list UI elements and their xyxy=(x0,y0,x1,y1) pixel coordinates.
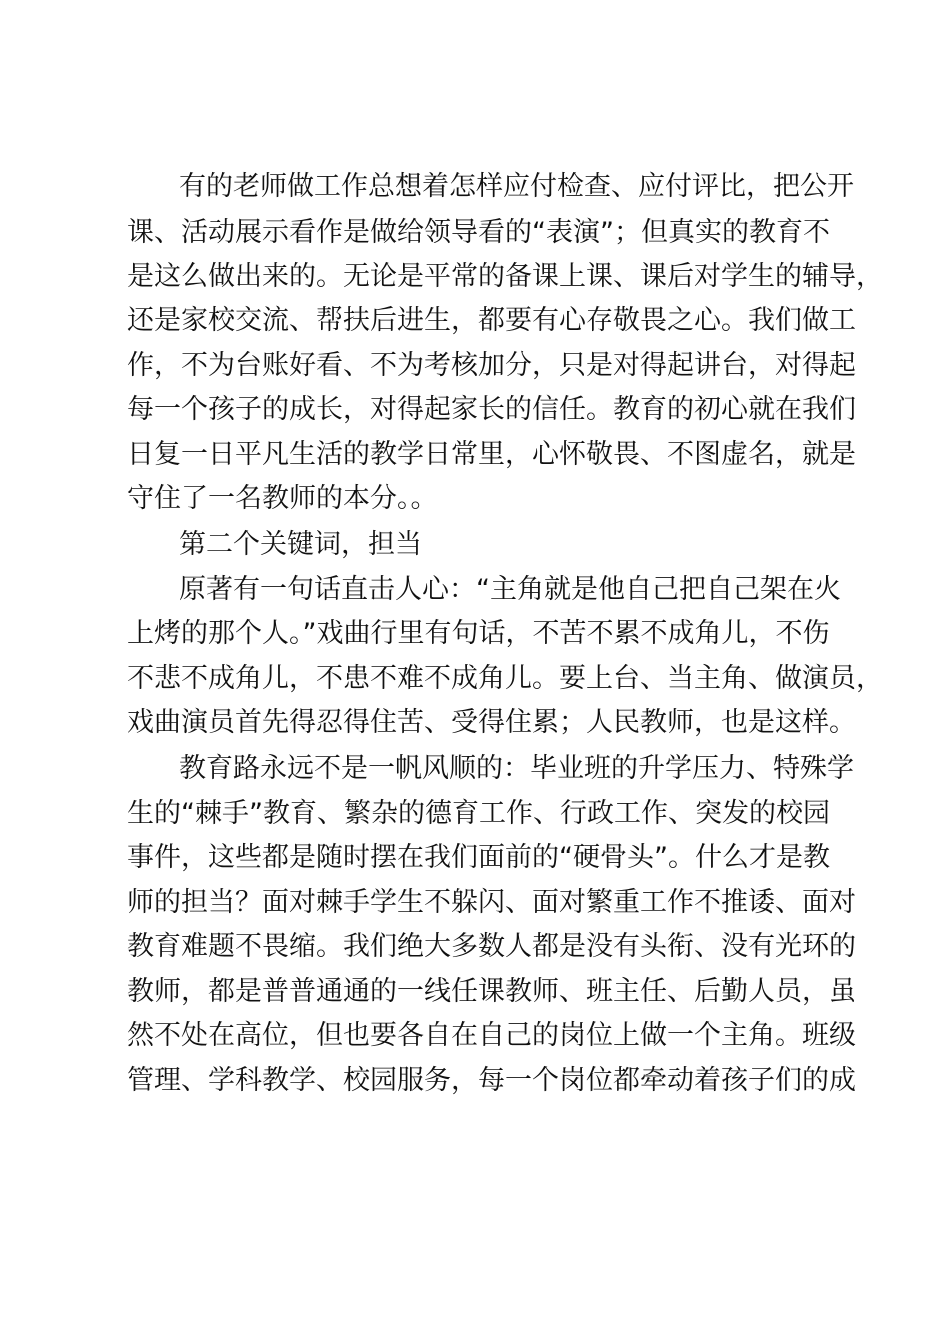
paragraph-1-line-6: 每一个孩子的成长，对得起家长的信任。教育的初心就在我们 xyxy=(127,394,856,425)
paragraph-1-line-7: 日复一日平凡生活的教学日常里，心怀敬畏、不图虚名，就是 xyxy=(127,439,856,470)
paragraph-2-line-3: 不悲不成角儿，不患不难不成角儿。要上台、当主角、做演员， xyxy=(127,663,883,694)
paragraph-3-line-3: 事件，这些都是随时摆在我们面前的“硬骨头”。什么才是教 xyxy=(127,842,830,873)
paragraph-3-line-6: 教师，都是普普通通的一线任课教师、班主任、后勤人员，虽 xyxy=(127,976,856,1007)
paragraph-3-line-4: 师的担当？面对棘手学生不躲闪、面对繁重工作不推诿、面对 xyxy=(127,887,856,918)
paragraph-3-line-7: 然不处在高位，但也要各自在自己的岗位上做一个主角。班级 xyxy=(127,1020,856,1051)
paragraph-2-line-4: 戏曲演员首先得忍得住苦、受得住累；人民教师，也是这样。 xyxy=(127,707,856,738)
paragraph-3-line-1: 教育路永远不是一帆风顺的：毕业班的升学压力、特殊学 xyxy=(179,753,854,784)
paragraph-2-line-1: 原著有一句话直击人心：“主角就是他自己把自己架在火 xyxy=(179,574,841,605)
paragraph-1-line-5: 作，不为台账好看、不为考核加分，只是对得起讲台，对得起 xyxy=(127,350,856,381)
paragraph-1-line-2: 课、活动展示看作是做给领导看的“表演”；但真实的教育不 xyxy=(127,217,830,248)
section-heading: 第二个关键词，担当 xyxy=(179,529,422,560)
paragraph-3-line-8: 管理、学科教学、校园服务，每一个岗位都牵动着孩子们的成 xyxy=(127,1065,856,1096)
paragraph-1-line-1: 有的老师做工作总想着怎样应付检查、应付评比，把公开 xyxy=(179,171,854,202)
paragraph-3-line-5: 教育难题不畏缩。我们绝大多数人都是没有头衔、没有光环的 xyxy=(127,931,856,962)
paragraph-1-line-4: 还是家校交流、帮扶后进生，都要有心存敬畏之心。我们做工 xyxy=(127,305,856,336)
paragraph-3-line-2: 生的“棘手”教育、繁杂的德育工作、行政工作、突发的校园 xyxy=(127,798,830,829)
paragraph-2-line-2: 上烤的那个人。”戏曲行里有句话，不苦不累不成角儿，不伤 xyxy=(127,618,830,649)
paragraph-1-line-3: 是这么做出来的。无论是平常的备课上课、课后对学生的辅导， xyxy=(127,261,883,292)
paragraph-1-line-8: 守住了一名教师的本分。。 xyxy=(127,483,438,514)
